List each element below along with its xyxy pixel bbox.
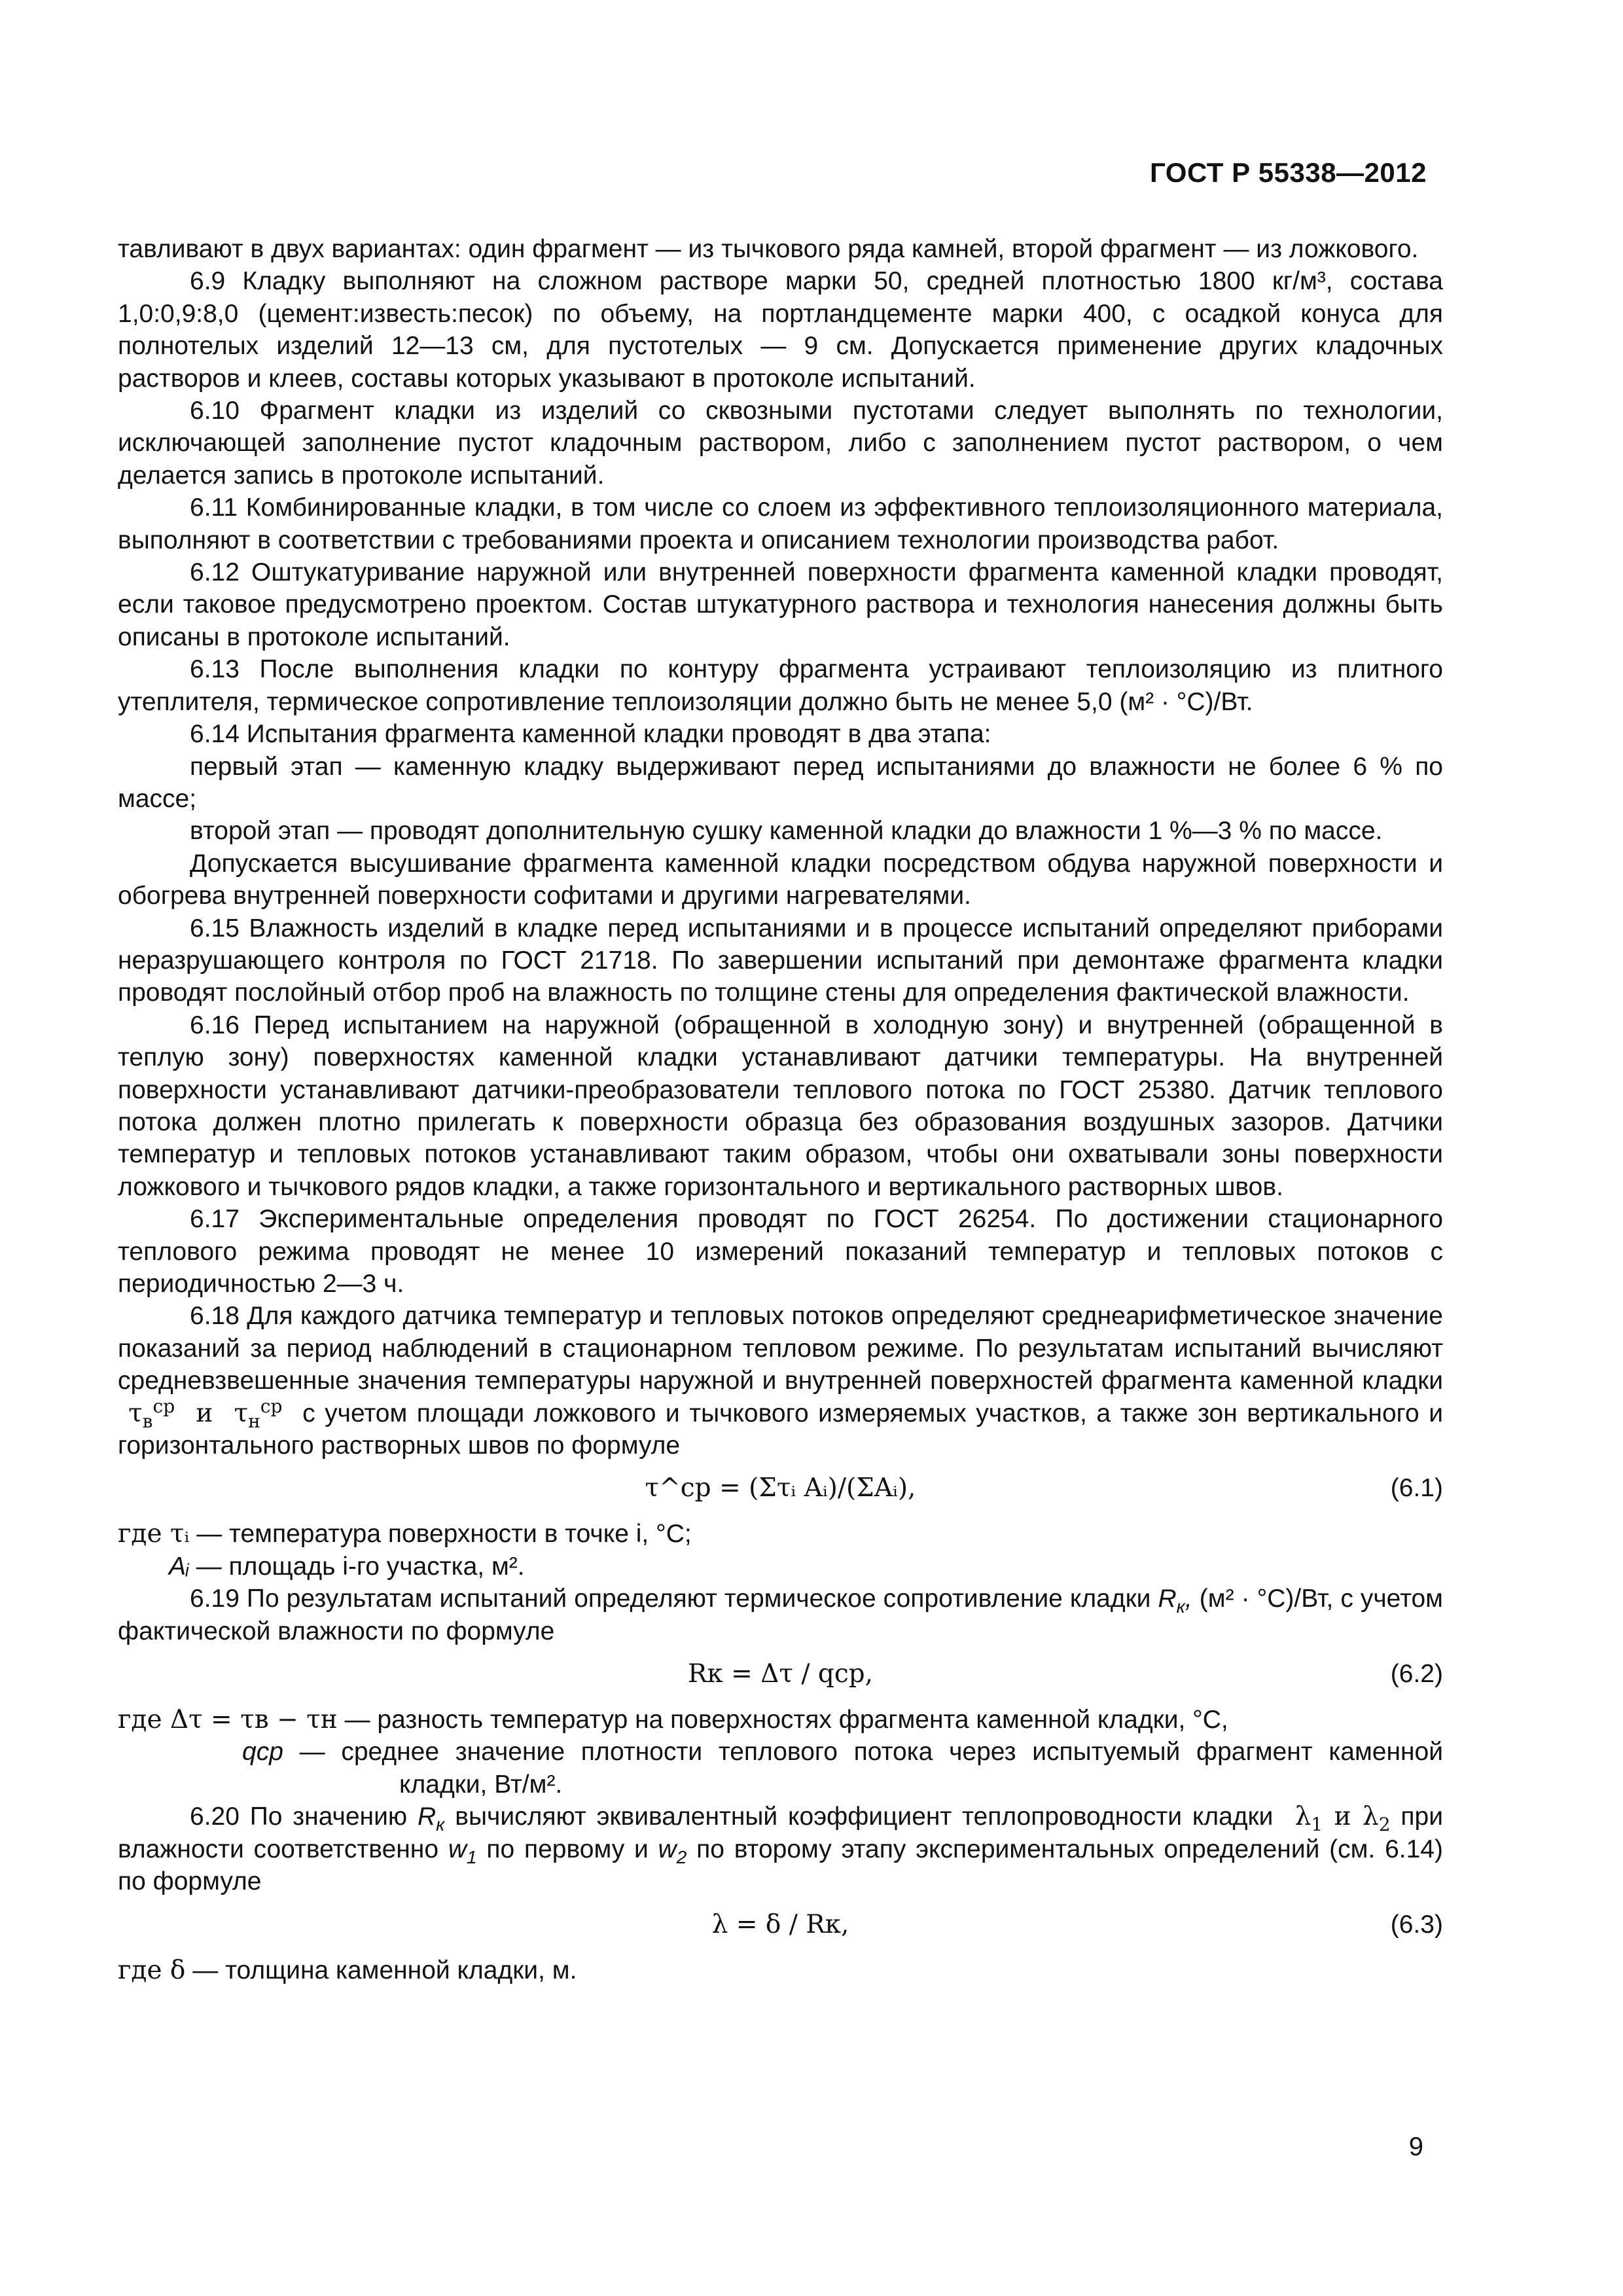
paragraph-6-10: 6.10 Фрагмент кладки из изделий со сквозными пустотами следует выполнять по технологии, исключающей заполнение пустот кладочным раствором, либо с заполнением пустот раствором, о чем делается запись в протоколе испытаний. <box>118 397 1443 490</box>
paragraph-6-19 <box>118 1583 1443 1647</box>
definition-tau-i <box>118 1518 1443 1550</box>
formula-6-1-expression: τ^ср = (Στᵢ Aᵢ)/(ΣAᵢ), <box>645 1473 916 1503</box>
rk-symbol: $R_к$, <box>1158 1585 1192 1617</box>
definition-symbol: где τᵢ <box>118 1519 190 1549</box>
definition-q-avg <box>118 1736 1443 1801</box>
definition-text: — толщина каменной кладки, м. <box>192 1956 577 1984</box>
formula-6-2-number: (6.2) <box>1390 1660 1443 1689</box>
paragraph-6-20-text-a: 6.20 По значению <box>190 1803 408 1831</box>
paragraph-6-20-text-d: по первому и <box>486 1835 649 1863</box>
tau-symbols: $\tau_в^{ср}$ и $\tau_н^{ср}$ <box>118 1395 283 1432</box>
paragraph-6-19-text-b: (м² · °С)/Вт, с учетом фактической влажности по формуле <box>118 1585 1443 1645</box>
paragraph-6-18 <box>118 1300 1443 1462</box>
document-body <box>118 233 1443 1986</box>
paragraph-6-14: 6.14 Испытания фрагмента каменной кладки проводят в два этапа: <box>190 720 991 749</box>
w2-symbol: $w_2$ <box>658 1835 687 1867</box>
rk-symbol: $R_к$ <box>417 1803 445 1835</box>
definition-a-i <box>118 1551 1443 1583</box>
lambda-symbols: $\lambda_1$ и $\lambda_2$ <box>1283 1802 1391 1836</box>
document-code-header: ГОСТ Р 55338—2012 <box>1150 157 1427 188</box>
definition-text: — площадь i-го участка, м². <box>196 1552 525 1581</box>
paragraph-6-17: 6.17 Экспериментальные определения проводят по ГОСТ 26254. По достижении стационарного теплового режима проводят не менее 10 измерений показаний температур и тепловых потоков с периодичностью 2—3 ч. <box>118 1205 1443 1298</box>
formula-6-2-expression: Rк = Δτ / qср, <box>687 1659 874 1689</box>
definition-text: — температура поверхности в точке i, °С; <box>196 1520 692 1549</box>
formula-6-3-expression: λ = δ / Rк, <box>711 1909 849 1939</box>
paragraph-stage-1: первый этап — каменную кладку выдерживают перед испытаниями до влажности не более 6 % по массе; <box>118 752 1443 813</box>
paragraph-6-20-text-e: по второму этапу экспериментальных определений (см. 6.14) по формуле <box>118 1835 1443 1896</box>
paragraph-stage-2: второй этап — проводят дополнительную сушку каменной кладки до влажности 1 %—3 % по массе. <box>190 817 1383 846</box>
formula-6-3-number: (6.3) <box>1390 1910 1443 1939</box>
paragraph-6-9: 6.9 Кладку выполняют на сложном растворе марки 50, средней плотностью 1800 кг/м³, состава 1,0:0,9:8,0 (цемент:известь:песок) по объему, на портландцементе марки 400, с осадкой конуса для полнотелых изделий 12—13 см, для пустотелых — 9 см. Допускается применение других кладочных растворов и клеев, составы которых указывают в протоколе испытаний. <box>118 267 1443 393</box>
definition-symbol: Aᵢ <box>169 1552 189 1581</box>
paragraph-6-12: 6.12 Оштукатуривание наружной или внутренней поверхности фрагмента каменной кладки проводят, если таковое предусмотрено проектом. Состав штукатурного раствора и технология нанесения должны быть описаны в протоколе испытаний. <box>118 558 1443 651</box>
paragraph-6-20 <box>118 1801 1443 1897</box>
paragraph-6-18-text-b: с учетом площади ложкового и тычкового измеряемых участков, а также зон вертикального и горизонтального растворных швов по формуле <box>118 1399 1443 1460</box>
definition-delta <box>118 1954 1443 1986</box>
paragraph-drying: Допускается высушивание фрагмента каменной кладки посредством обдува наружной поверхности и обогрева внутренней поверхности софитами и другими нагревателями. <box>118 849 1443 910</box>
paragraph-6-20-text-c: при влажности соответственно <box>118 1803 1444 1863</box>
page-number: 9 <box>1408 2132 1423 2161</box>
paragraph-6-15: 6.15 Влажность изделий в кладке перед испытаниями и в процессе испытаний определяют приборами неразрушающего контроля по ГОСТ 21718. По завершении испытаний при демонтаже фрагмента кладки проводят послойный отбор проб на влажность по толщине стены для определения фактической влажности. <box>118 914 1443 1007</box>
w1-symbol: $w_1$ <box>448 1835 477 1867</box>
formula-6-3 <box>118 1906 1443 1944</box>
paragraph-6-20-text-b: вычисляют эквивалентный коэффициент теплопроводности кладки <box>455 1803 1274 1831</box>
formula-6-1-number: (6.1) <box>1390 1474 1443 1503</box>
definition-symbol: где δ <box>118 1955 186 1985</box>
paragraph-6-11: 6.11 Комбинированные кладки, в том числе со слоем из эффективного теплоизоляционного материала, выполняют в соответствии с требованиями проекта и описанием технологии производства работ. <box>118 493 1443 554</box>
formula-6-1 <box>118 1469 1443 1507</box>
definition-text: — среднее значение плотности теплового потока через испытуемый фрагмент каменной кладки, Вт/м². <box>299 1738 1443 1799</box>
paragraph-6-13: 6.13 После выполнения кладки по контуру фрагмента устраивают теплоизоляцию из плитного утеплителя, термическое сопротивление теплоизоляции должно быть не менее 5,0 (м² · °С)/Вт. <box>118 655 1443 716</box>
definition-delta-tau <box>118 1704 1443 1736</box>
paragraph-6-16: 6.16 Перед испытанием на наружной (обращенной в холодную зону) и внутренней (обращенной в теплую зону) поверхностях каменной кладки устанавливают датчики температуры. На внутренней поверхности устанавливают датчики-преобразователи теплового потока по ГОСТ 25380. Датчик теплового потока должен плотно прилегать к поверхности образца без образования воздушных зазоров. Датчики температур и тепловых потоков устанавливают таким образом, чтобы они охватывали зоны поверхности ложкового и тычкового рядов кладки, а также горизонтального и вертикального растворных швов. <box>118 1011 1443 1201</box>
paragraph-6-19-text-a: 6.19 По результатам испытаний определяют термическое сопротивление кладки <box>190 1585 1151 1613</box>
definition-text: — разность температур на поверхностях фрагмента каменной кладки, °С, <box>344 1706 1228 1734</box>
paragraph-6-18-text-a: 6.18 Для каждого датчика температур и тепловых потоков определяют среднеарифметическое значение показаний за период наблюдений в стационарном тепловом режиме. По результатам испытаний вычисляют средневзвешенные значения температуры наружной и внутренней поверхностей фрагмента каменной кладки <box>118 1302 1443 1395</box>
formula-6-2 <box>118 1655 1443 1693</box>
definition-symbol: где Δτ = τв − τн <box>118 1705 338 1735</box>
paragraph-continuation: тавливают в двух вариантах: один фрагмент — из тычкового ряда камней, второй фрагмент — из ложкового. <box>118 235 1419 263</box>
definition-symbol: qср <box>242 1738 283 1767</box>
